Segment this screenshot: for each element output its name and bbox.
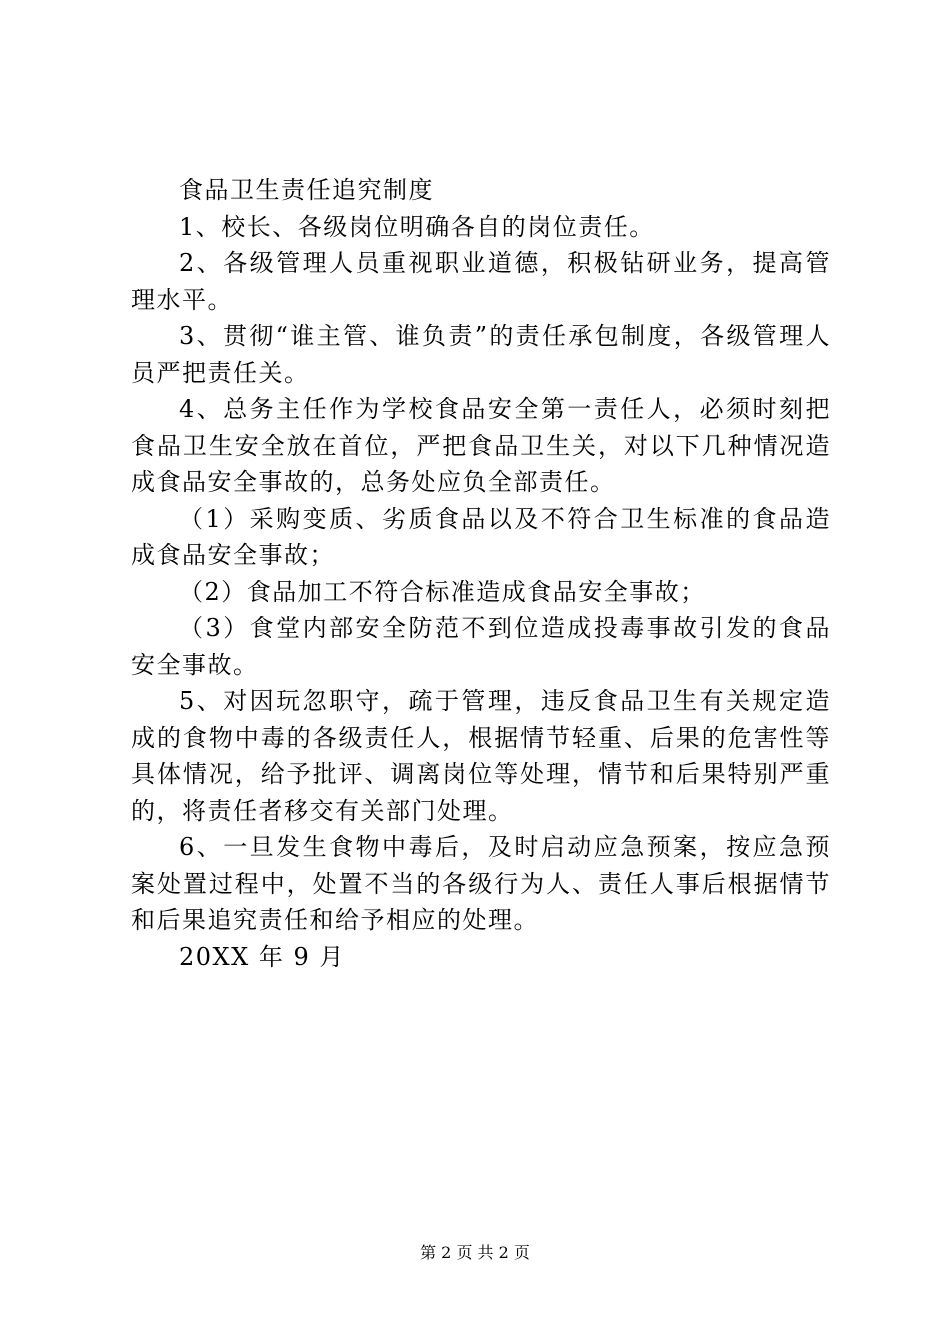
document-date: 20XX 年 9 月 <box>179 942 345 971</box>
paragraph-2: 2、各级管理人员重视职业道德，积极钻研业务，提高管理水平。 <box>131 249 831 314</box>
page-footer <box>0 1243 950 1263</box>
paragraph-6: 6、一旦发生食物中毒后，及时启动应急预案，按应急预案处置过程中，处置不当的各级行为人、责任人事后根据情节和后果追究责任和给予相应的处理。 <box>131 833 831 934</box>
paragraph-1: 1、校长、各级岗位明确各自的岗位责任。 <box>179 212 655 241</box>
paragraph-4-item-3: （3）食堂内部安全防范不到位造成投毒事故引发的食品安全事故。 <box>131 614 831 679</box>
page-number-label: 第 2 页 共 2 页 <box>420 1243 530 1262</box>
document-title: 食品卫生责任追究制度 <box>179 176 434 204</box>
paragraph-5: 5、对因玩忽职守，疏于管理，违反食品卫生有关规定造成的食物中毒的各级责任人，根据情节轻重、后果的危害性等具体情况，给予批评、调离岗位等处理，情节和后果特别严重的，将责任者移交有关部门处理。 <box>131 687 831 825</box>
document-body <box>131 172 831 975</box>
paragraph-3: 3、贯彻“谁主管、谁负责”的责任承包制度，各级管理人员严把责任关。 <box>131 322 831 387</box>
paragraph-4: 4、总务主任作为学校食品安全第一责任人，必须时刻把食品卫生安全放在首位，严把食品卫生关，对以下几种情况造成食品安全事故的，总务处应负全部责任。 <box>131 395 831 496</box>
paragraph-4-item-2: （2）食品加工不符合标准造成食品安全事故； <box>179 577 706 606</box>
paragraph-4-item-1: （1）采购变质、劣质食品以及不符合卫生标准的食品造成食品安全事故； <box>131 504 831 569</box>
